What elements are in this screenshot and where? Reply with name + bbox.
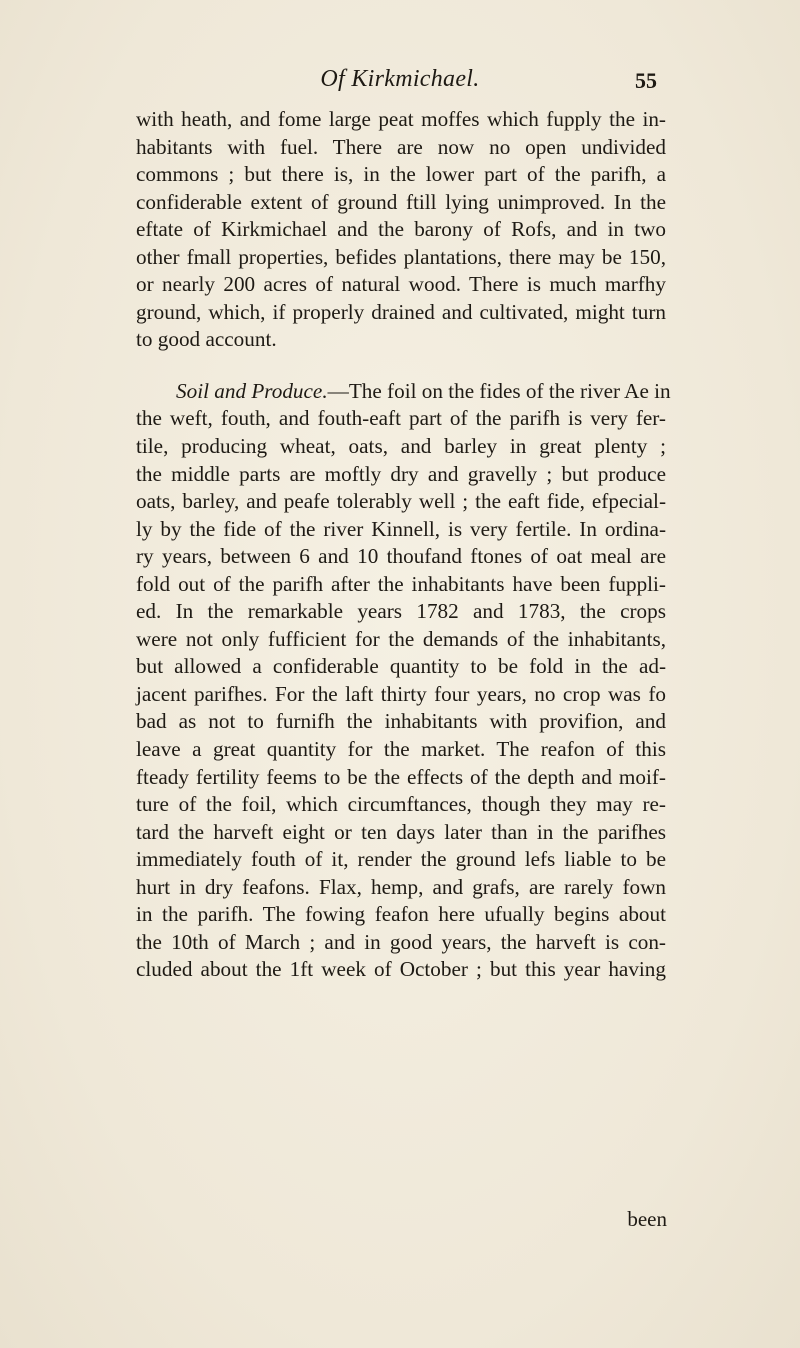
text-line: fteady fertility feems to be the effects of the depth and moif- [136, 764, 666, 789]
text-line: cluded about the 1ft week of October ; but this year having [136, 957, 666, 982]
text-line: but allowed a confiderable quantity to be fold in the ad- [136, 654, 666, 679]
paragraph-soil-and-produce [136, 378, 671, 984]
text-line: ground, which, if properly drained and cultivated, might turn [136, 299, 666, 324]
text-line: ed. In the remarkable years 1782 and 1783, the crops [136, 599, 666, 624]
text-line: the 10th of March ; and in good years, the harveft is con- [136, 929, 666, 954]
text-line: hurt in dry feafons. Flax, hemp, and grafs, are rarely fown [136, 874, 666, 899]
text-line: commons ; but there is, in the lower part of the parifh, a [136, 162, 666, 187]
text-line: with heath, and fome large peat moffes which fupply the in- [136, 107, 666, 131]
page-number: 55 [635, 68, 657, 93]
text-line: in the parifh. The fowing feafon here ufually begins about [136, 902, 666, 927]
text-line: or nearly 200 acres of natural wood. There is much marfhy [136, 272, 666, 297]
text-line: were not only fufficient for the demands of the inhabitants, [136, 626, 666, 651]
body-text [136, 106, 671, 984]
text-line: oats, barley, and peafe tolerably well ; the eaft fide, efpecial- [136, 489, 666, 514]
text-line-rest: —The foil on the fides of the river Ae in [327, 378, 671, 403]
text-line: habitants with fuel. There are now no open undivided [136, 134, 666, 159]
text-line: eftate of Kirkmichael and the barony of Rofs, and in two [136, 217, 666, 242]
text-line: the weft, fouth, and fouth-eaft part of the parifh is very fer- [136, 406, 666, 431]
text-line: other fmall properties, befides plantations, there may be 150, [136, 244, 666, 269]
text-line: ry years, between 6 and 10 thoufand ftones of oat meal are [136, 544, 666, 569]
text-line: tard the harveft eight or ten days later than in the parifhes [136, 819, 666, 844]
text-line: jacent parifhes. For the laft thirty four years, no crop was fo [136, 681, 666, 706]
running-title: Of Kirkmichael. [320, 66, 480, 92]
text-line: fold out of the parifh after the inhabitants have been fuppli- [136, 571, 666, 596]
text-line: confiderable extent of ground ftill lying unimproved. In the [136, 189, 666, 214]
catchword: been [627, 1207, 667, 1231]
text-line [136, 378, 671, 406]
text-line: ly by the fide of the river Kinnell, is very fertile. In ordina- [136, 516, 666, 541]
text-line: tile, producing wheat, oats, and barley in great plenty ; [136, 434, 666, 459]
text-line: bad as not to furnifh the inhabitants with provifion, and [136, 709, 666, 734]
text-line: leave a great quantity for the market. The reafon of this [136, 737, 666, 762]
running-head [0, 66, 800, 100]
paragraph-woodland [136, 106, 666, 354]
text-line: the middle parts are moftly dry and gravelly ; but produce [136, 461, 666, 486]
text-line: ture of the foil, which circumftances, though they may re- [136, 792, 666, 817]
section-heading: Soil and Produce. [176, 378, 328, 403]
text-line: to good account. [136, 327, 277, 352]
text-line: immediately fouth of it, render the ground lefs liable to be [136, 847, 666, 872]
